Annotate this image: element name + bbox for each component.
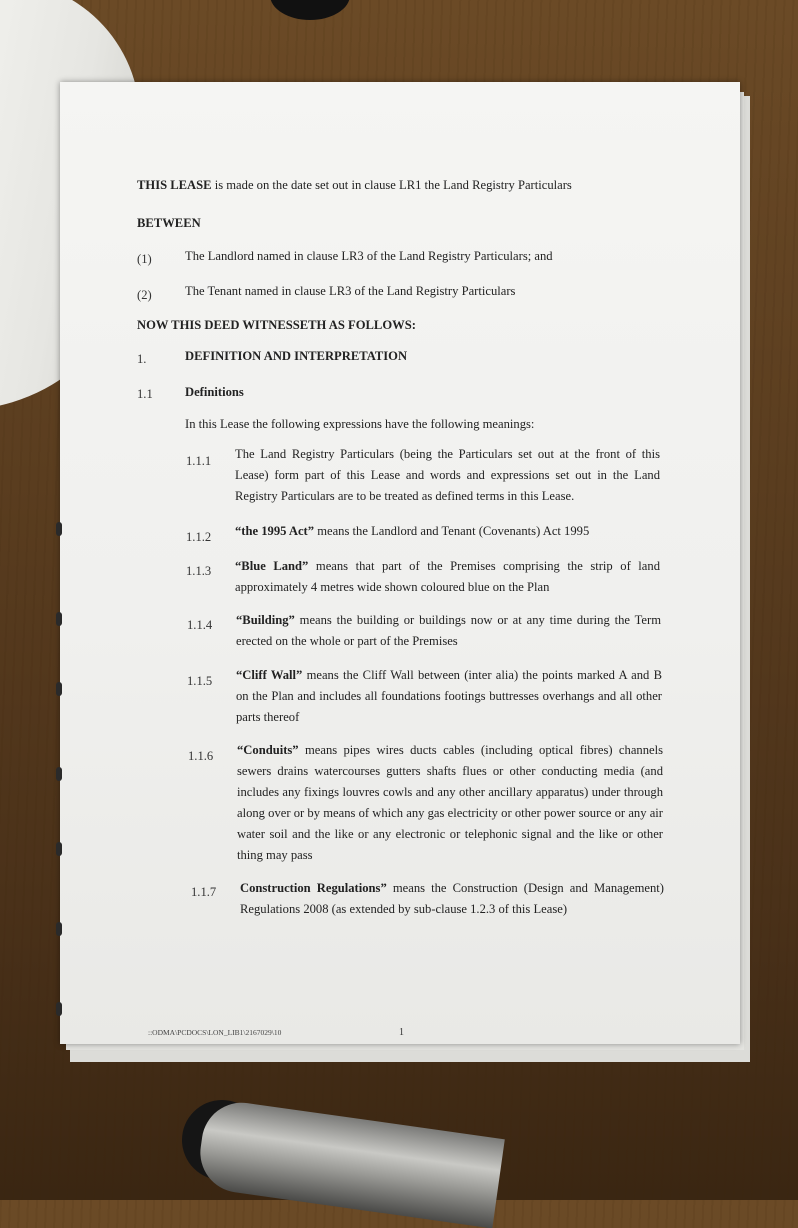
- clause-body: means the Cliff Wall between (inter alia) the points marked A and B on the Plan and includes all foundations footings buttresses overhangs and all other parts thereof: [236, 668, 662, 724]
- clause-term: “the 1995 Act”: [235, 524, 315, 538]
- clause-term: “Blue Land”: [235, 559, 309, 573]
- clause-text: [235, 521, 660, 542]
- punch-hole: [56, 842, 62, 856]
- document-reference: ::ODMA\PCDOCS\LON_LIB1\2167029\10: [148, 1028, 282, 1037]
- clause-number: 1.1.2: [186, 530, 212, 544]
- clause-number: 1.1.6: [188, 749, 214, 763]
- clause-text: [236, 665, 662, 728]
- page-number: 1: [399, 1027, 404, 1038]
- subsection-number: 1.1: [137, 387, 153, 401]
- clause-number: 1.1.1: [186, 454, 212, 468]
- intro-text: In this Lease the following expressions have the following meanings:: [185, 417, 535, 431]
- lease-page: [60, 82, 740, 1044]
- party-text: The Tenant named in clause LR3 of the Land Registry Particulars: [185, 284, 516, 298]
- pen: [195, 1098, 505, 1228]
- clause-term: “Conduits”: [237, 743, 299, 757]
- clause-term: “Building”: [236, 613, 295, 627]
- party-number: (1): [137, 252, 152, 266]
- clause-body: means the Landlord and Tenant (Covenants) Act 1995: [314, 524, 590, 538]
- punch-hole: [56, 922, 62, 936]
- clause-text: [236, 610, 661, 652]
- clause-text: [240, 878, 664, 920]
- clause-number: 1.1.5: [187, 674, 213, 688]
- punch-hole: [56, 1002, 62, 1016]
- party-text: The Landlord named in clause LR3 of the Land Registry Particulars; and: [185, 249, 553, 263]
- clause-body: means that part of the Premises comprising the strip of land approximately 4 metres wide shown coloured blue on the Plan: [235, 559, 660, 594]
- punch-hole: [56, 767, 62, 781]
- punch-hole: [56, 522, 62, 536]
- punch-hole: [56, 612, 62, 626]
- clause-body: means the building or buildings now or at any time during the Term erected on the whole or part of the Premises: [236, 613, 661, 648]
- clause-body: means pipes wires ducts cables (including optical fibres) channels sewers drains watercourses gutters shafts flues or other conducting media (and includes any fixings louvres cowls and any other ancillary apparatus) under through along over or by means of which any gas electricity or other power source or any air water soil and the like or any electronic or telephonic signal and the like or other thing may pass: [237, 743, 663, 862]
- clause-number: 1.1.7: [191, 885, 217, 899]
- clause-body: means the Construction (Design and Management) Regulations 2008 (as extended by sub-clause 1.2.3 of this Lease): [240, 881, 664, 916]
- clause-body: The Land Registry Particulars (being the Particulars set out at the front of this Lease) form part of this Lease and words and expressions set out in the Land Registry Particulars are to be treated as defined terms in this Lease.: [235, 447, 660, 503]
- party-number: (2): [137, 288, 152, 302]
- opening-lead: THIS LEASE: [137, 178, 212, 192]
- clause-text: [235, 444, 660, 507]
- between-heading: BETWEEN: [137, 216, 201, 230]
- section-title: DEFINITION AND INTERPRETATION: [185, 349, 408, 363]
- clause-number: 1.1.3: [186, 564, 212, 578]
- opening-line: [137, 175, 572, 196]
- clause-text: [235, 556, 660, 598]
- clause-term: Construction Regulations”: [240, 881, 387, 895]
- clause-term: “Cliff Wall”: [236, 668, 303, 682]
- punch-hole: [56, 682, 62, 696]
- opening-rest: is made on the date set out in clause LR1 the Land Registry Particulars: [211, 178, 572, 192]
- subsection-title: Definitions: [185, 385, 244, 399]
- clause-number: 1.1.4: [187, 618, 213, 632]
- section-number: 1.: [137, 352, 147, 366]
- witnesseth-heading: NOW THIS DEED WITNESSETH AS FOLLOWS:: [137, 318, 416, 332]
- clause-text: [237, 740, 663, 866]
- binder-clip-top: [270, 0, 350, 20]
